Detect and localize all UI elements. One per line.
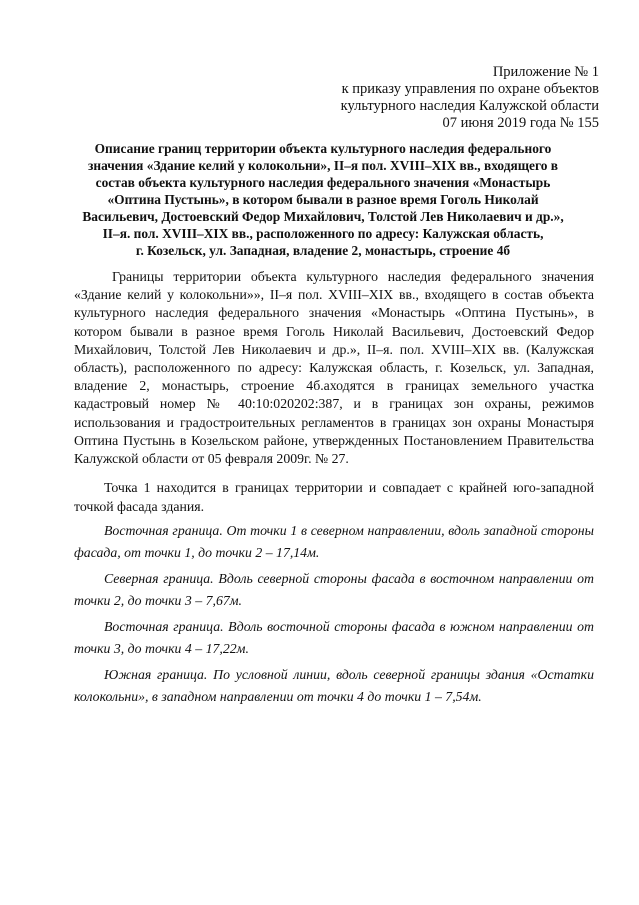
title-line: II–я. пол. XVIII–XIX вв., расположенного по адресу: Калужская область,	[102, 226, 544, 241]
east-boundary-2: Восточная граница. Вдоль восточной стороны фасада в южном направлении от точки 3, до точки 4 – 17,22м.	[74, 619, 594, 656]
title-line: Описание границ территории объекта культурного наследия федерального	[94, 141, 552, 156]
appendix-order-ref: к приказу управления по охране объектов	[341, 81, 599, 97]
title-line: значения «Здание келий у колокольни», II–я пол. XVIII–XIX вв., входящего в	[87, 158, 559, 173]
south-boundary: Южная граница. По условной линии, вдоль северной границы здания «Остатки колокольни», в западном направлении от точки 4 до точки 1 – 7,54м.	[74, 667, 594, 704]
appendix-authority: культурного наследия Калужской области	[340, 98, 599, 114]
east-boundary-1: Восточная граница. От точки 1 в северном направлении, вдоль западной стороны фасада, от точки 1, до точки 2 – 17,14м.	[74, 523, 594, 560]
appendix-number: Приложение № 1	[492, 64, 599, 80]
main-paragraph: Границы территории объекта культурного наследия федерального значения «Здание келий у колокольни»», II–я пол. XVIII–XIX вв., входящего в состав объекта культурного наследия федерального значения «Монастырь «Оптина Пустынь», в котором бывали в разное время Гоголь Николай Васильевич, Достоевский Федор Михайлович, Толстой Лев Николаевич и др.», II–я. пол. XVIII–XIX вв. (Калужская область), расположенного по адресу: Калужская область, г. Козельск, ул. Западная, владение 2, монастырь, строение 4б.аходятся в границах земельного участка кадастровый номер № 40:10:020202:387, и в границах зон охраны, режимов использования и градостроительных регламентов в границах зон охраны Монастыря Оптина Пустынь в Козельском районе, утвержденных Постановлением Правительства Калужской области от 05 февраля 2009г. № 27.	[74, 269, 594, 467]
title-line: состав объекта культурного наследия федерального значения «Монастырь	[95, 175, 551, 190]
document-title	[58, 140, 588, 259]
appendix-date: 07 июня 2019 года № 155	[442, 115, 599, 131]
north-boundary: Северная граница. Вдоль северной стороны фасада в восточном направлении от точки 2, до точки 3 – 7,67м.	[74, 571, 594, 608]
point-1-paragraph: Точка 1 находится в границах территории и совпадает с крайней юго-западной точкой фасада здания.	[74, 480, 594, 514]
title-line: г. Козельск, ул. Западная, владение 2, монастырь, строение 4б	[135, 243, 511, 258]
appendix-header	[279, 64, 599, 132]
title-line: Васильевич, Достоевский Федор Михайлович, Толстой Лев Николаевич и др.»,	[82, 209, 564, 224]
title-line: «Оптина Пустынь», в котором бывали в разное время Гоголь Николай	[107, 192, 539, 207]
